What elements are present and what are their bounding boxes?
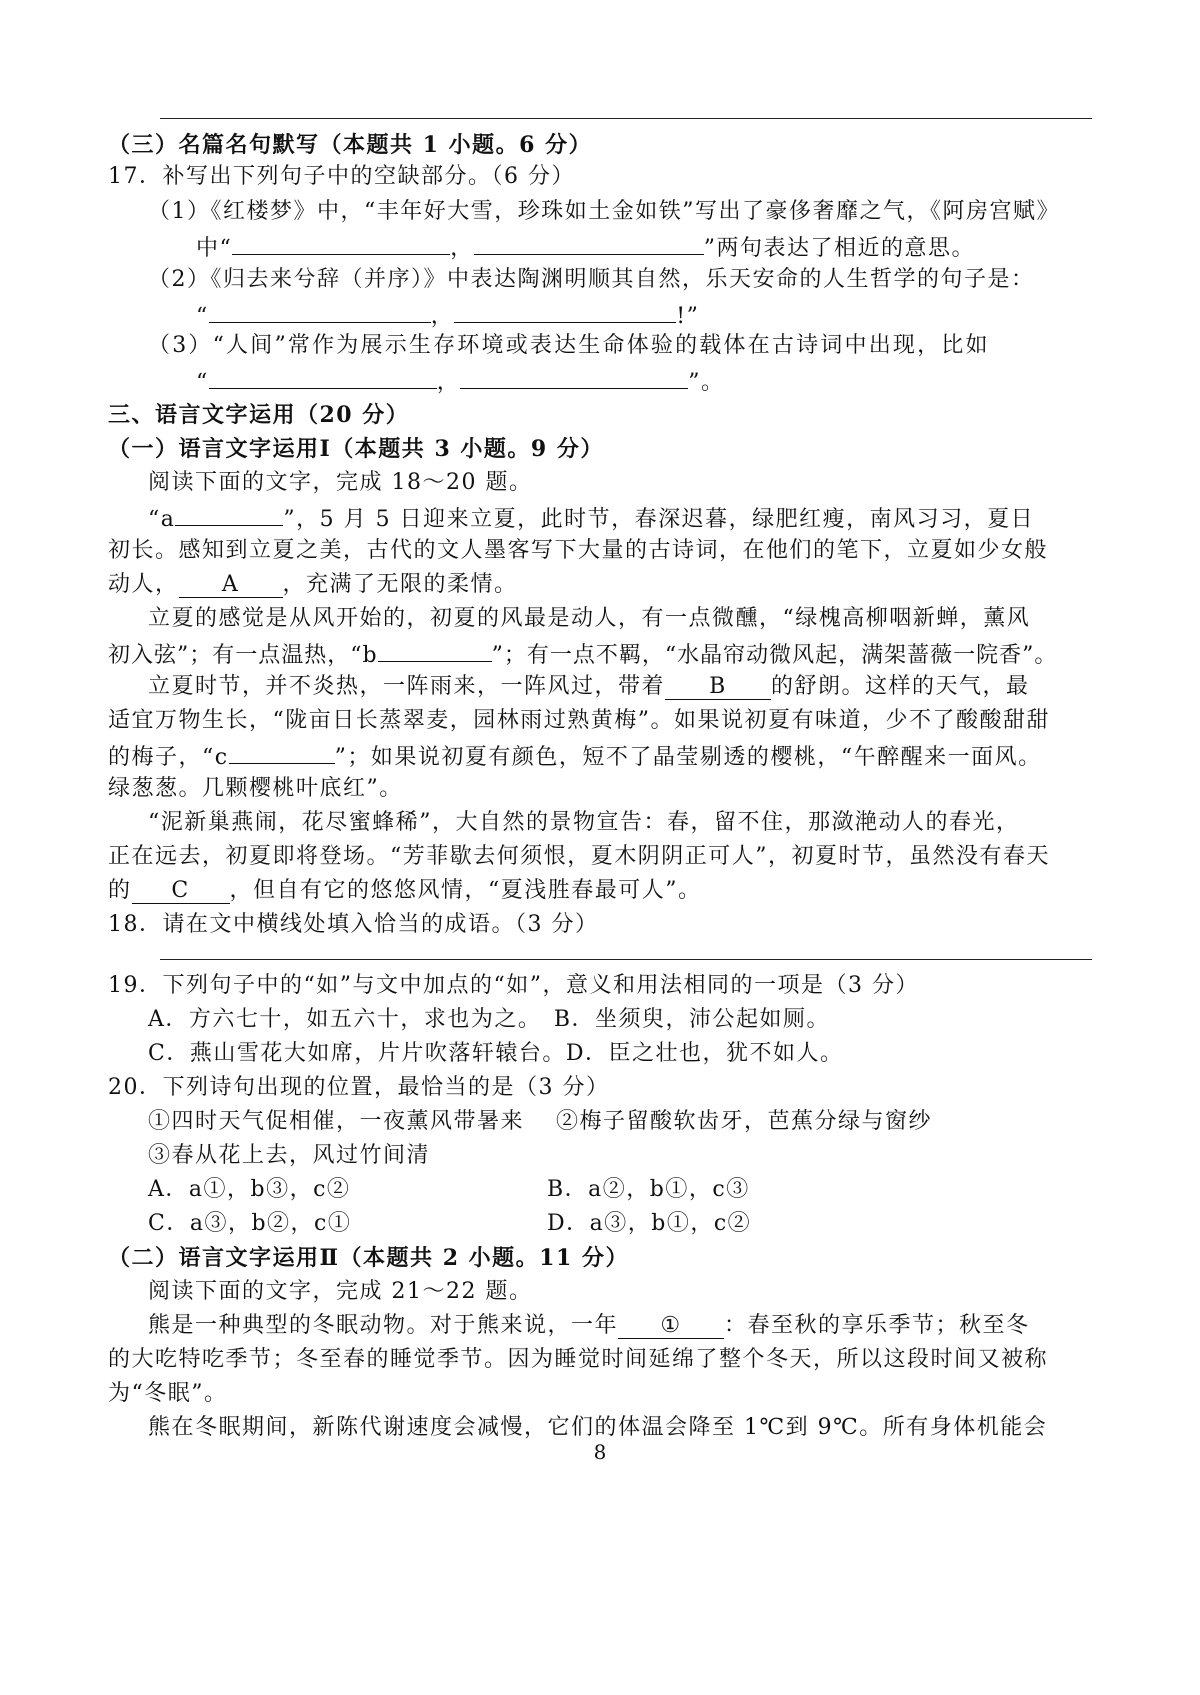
blank-B[interactable]: B: [665, 675, 771, 700]
question-17-stem: 17．补写出下列句子中的空缺部分。（6 分）: [108, 164, 575, 189]
fill-blank[interactable]: [175, 501, 283, 526]
passage-line: 熊在冬眠期间，新陈代谢速度会减慢，它们的体温会降至 1℃到 9℃。所有身体机能会: [148, 1415, 1048, 1440]
blank-A[interactable]: A: [179, 573, 283, 598]
answer-line: [160, 118, 1092, 119]
part-title: 三、语言文字运用（20 分）: [108, 402, 410, 428]
passage-line: 的 C ，但自有它的悠悠风情，“夏浅胜春最可人”。: [108, 878, 702, 903]
subsection-title: （二）语言文字运用Ⅱ（本题共 2 小题。11 分）: [108, 1245, 629, 1271]
fill-blank[interactable]: [454, 298, 676, 323]
subsection-title: （一）语言文字运用Ⅰ（本题共 3 小题。9 分）: [108, 436, 604, 462]
question-19-stem: 19．下列句子中的“如”与文中加点的“如”，意义和用法相同的一项是（3 分）: [108, 973, 919, 998]
passage-line: 初长。感知到立夏之美，古代的文人墨客写下大量的古诗词，在他们的笔下，立夏如少女般: [108, 538, 1049, 563]
passage-line: 熊是一种典型的冬眠动物。对于熊来说，一年 ① ：春至秋的享乐季节；秋至冬: [148, 1313, 1030, 1338]
page-number: 8: [593, 1440, 607, 1464]
q20-option-c[interactable]: C．a③，b②，c①: [148, 1211, 352, 1236]
q19-options-row2[interactable]: C．燕山雪花大如席，片片吹落轩辕台。D．臣之壮也，犹不如人。: [148, 1041, 844, 1066]
q20-option-b[interactable]: B．a②，b①，c③: [547, 1177, 750, 1202]
q17-part1-line1: （1）《红楼梦》中，“丰年好大雪，珍珠如土金如铁”写出了豪侈奢靡之气，《阿房宫赋》: [148, 199, 1060, 224]
q17-part2-line2: “ ， !”: [196, 298, 699, 333]
passage-line: 立夏的感觉是从风开始的，初夏的风最是动人，有一点微醺，“绿槐高柳咽新蝉，薰风: [148, 606, 1031, 631]
passage-line: “泥新巢燕闹，花尽蜜蜂稀”，大自然的景物宣告：春，留不住，那潋滟动人的春光，: [148, 810, 1020, 835]
q17-part1-line2: 中“ ， ”两句表达了相近的意思。: [196, 230, 975, 265]
fill-blank[interactable]: [209, 364, 437, 389]
passage-line: 的梅子，“c ”；如果说初夏有颜色，短不了晶莹剔透的樱桃，“午醉醒来一面风。: [108, 739, 1042, 774]
fill-blank[interactable]: [229, 739, 335, 764]
answer-line[interactable]: [160, 959, 1092, 960]
q17-part3-line2: “ ， ”。: [196, 364, 725, 399]
question-18: 18．请在文中横线处填入恰当的成语。（3 分）: [108, 912, 599, 937]
q17-part2-line1: （2）《归去来兮辞（并序）》中表达陶渊明顺其自然，乐天安命的人生哲学的句子是：: [148, 267, 1035, 292]
blank-1[interactable]: ①: [618, 1314, 724, 1339]
passage-line: 绿葱葱。几颗樱桃叶底红”。: [108, 776, 403, 801]
passage-line: 的大吃特吃季节；冬至春的睡觉季节。因为睡觉时间延绵了整个冬天，所以这段时间又被称: [108, 1347, 1049, 1372]
fill-blank[interactable]: [209, 298, 431, 323]
fill-blank[interactable]: [460, 364, 688, 389]
fill-blank[interactable]: [474, 230, 704, 255]
blank-C[interactable]: C: [132, 879, 230, 904]
passage-line: 动人， A ，充满了无限的柔情。: [108, 572, 518, 597]
passage-line: 为“冬眠”。: [108, 1381, 228, 1406]
q17-part3-line1: （3）“人间”常作为展示生存环境或表达生命体验的载体在古诗词中出现，比如: [148, 333, 990, 358]
fill-blank[interactable]: [378, 637, 492, 662]
passage-line: 适宜万物生长，“陇亩日长蒸翠麦，园林雨过熟黄梅”。如果说初夏有味道，少不了酸酸甜甜: [108, 708, 1050, 733]
q20-option-d[interactable]: D．a③，b①，c②: [547, 1211, 752, 1236]
q20-poems-line1: ①四时天气促相催，一夜薰风带暑来 ②梅子留酸软齿牙，芭蕉分绿与窗纱: [148, 1109, 932, 1134]
question-20-stem: 20．下列诗句出现的位置，最恰当的是（3 分）: [108, 1075, 610, 1100]
passage-line: 正在远去，初夏即将登场。“芳菲歇去何须恨，夏木阴阴正可人”，初夏时节，虽然没有春天: [108, 844, 1050, 869]
reading-intro: 阅读下面的文字，完成 18～20 题。: [148, 470, 533, 495]
reading-intro: 阅读下面的文字，完成 21～22 题。: [148, 1279, 533, 1304]
q20-poems-line2: ③春从花上去，风过竹间清: [148, 1143, 431, 1168]
q19-options-row1[interactable]: A．方六七十，如五六十，求也为之。 B．坐须臾，沛公起如厕。: [148, 1007, 831, 1032]
q20-option-a[interactable]: A．a①，b③，c②: [148, 1177, 351, 1202]
fill-blank[interactable]: [232, 230, 450, 255]
section-title: （三）名篇名句默写（本题共 1 小题。6 分）: [108, 132, 593, 158]
passage-line: 立夏时节，并不炎热，一阵雨来，一阵风过，带着 B 的舒朗。这样的天气，最: [148, 674, 1030, 699]
passage-line: 初入弦”；有一点温热，“b ”；有一点不羁，“水晶帘动微风起，满架蔷薇一院香”。: [108, 637, 1057, 672]
passage-line: “a ”，5 月 5 日迎来立夏，此时节，春深迟暮，绿肥红瘦，南风习习，夏日: [148, 501, 1034, 536]
